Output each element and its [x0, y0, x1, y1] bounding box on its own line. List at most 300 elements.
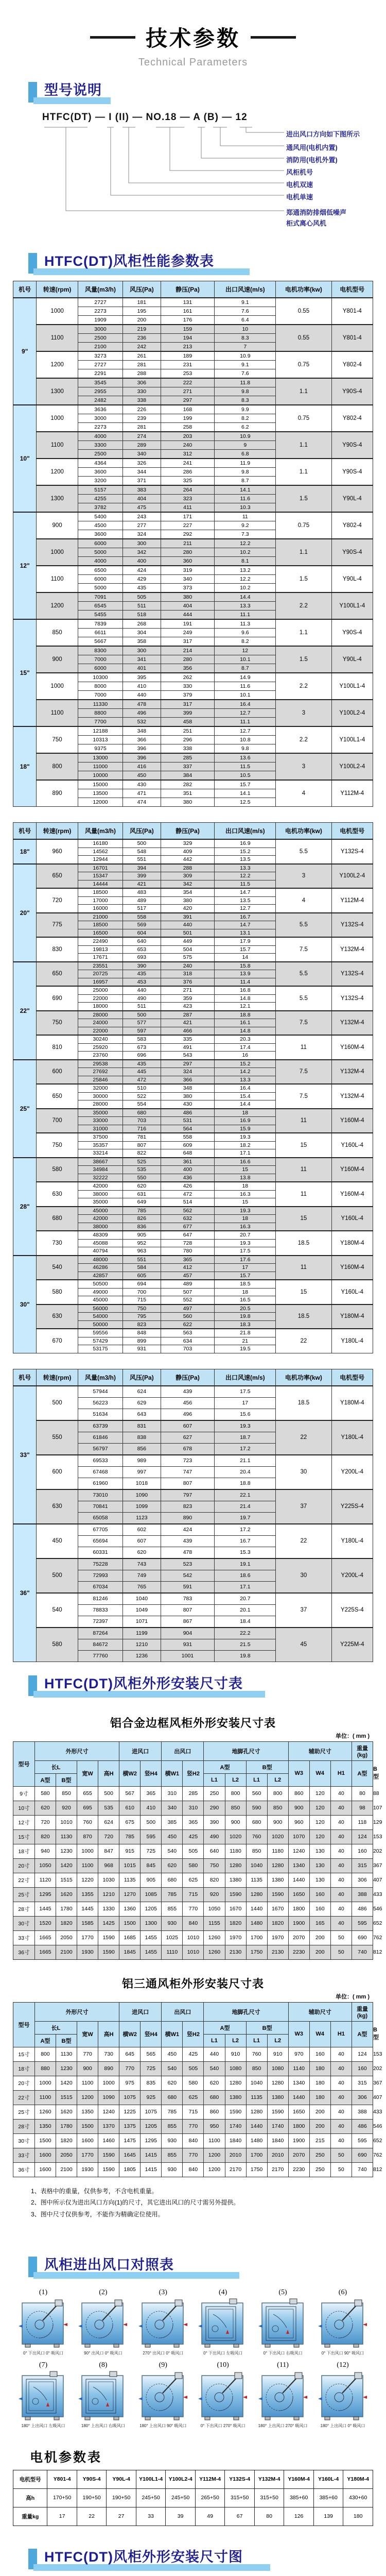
perf-outlet-velocity-cell: 20.7	[215, 1231, 276, 1239]
perf-airflow-cell: 51634	[78, 1409, 122, 1420]
io-diagram-number: (5)	[254, 2289, 312, 2297]
perf-airflow-cell: 34984	[78, 1166, 122, 1174]
perf-power-cell: 1.5	[276, 566, 331, 592]
dim-value-cell: 1475	[119, 2133, 141, 2148]
perf-data-row	[13, 753, 373, 762]
model-label-brand-line1: 郑通消防排烟低噪声	[286, 207, 346, 217]
perf-pressure-cell: 653	[123, 945, 161, 954]
perf-pressure-cell: 997	[123, 1466, 161, 1478]
note-1: 1、表格中的重量，仅供参考，不含电机重量。	[31, 2185, 386, 2197]
perf-outlet-velocity-cell: 10.9	[215, 432, 276, 441]
perf-airflow-cell: 65058	[78, 1512, 122, 1524]
perf-airflow-cell: 32000	[78, 1084, 122, 1092]
perf-static-pressure-cell: 214	[161, 646, 215, 655]
dim-value-cell: 1650	[288, 1887, 309, 1902]
io-diagram-item	[14, 2289, 72, 2356]
perf-data-row	[13, 986, 373, 994]
perf-motor-model-cell: Y112M-4	[331, 780, 373, 807]
perf-pressure-cell: 288	[123, 369, 161, 379]
perf-outlet-velocity-cell: 18.5	[215, 1280, 276, 1288]
dim-model-cell: 22寸	[13, 1873, 35, 1887]
dim-data-row	[13, 1930, 373, 1945]
dim-value-cell: 2100	[56, 1945, 77, 1959]
motor-height-value: 315+50	[254, 2488, 284, 2507]
perf-airflow-cell: 67705	[78, 1524, 122, 1536]
perf-outlet-velocity-cell: 15.8	[215, 962, 276, 970]
perf-pressure-cell: 629	[123, 1397, 161, 1409]
perf-airflow-cell: 10300	[78, 673, 122, 682]
perf-pressure-cell: 989	[123, 1455, 161, 1467]
perf-power-cell: 11	[276, 1035, 331, 1060]
perf-outlet-velocity-cell: 19.3	[215, 1239, 276, 1247]
dim-value-cell: 835	[141, 2076, 162, 2090]
perf-static-pressure-cell: 783	[161, 1593, 215, 1605]
dim-value-cell: 124	[352, 2047, 373, 2061]
perf-static-pressure-cell: 189	[161, 351, 215, 361]
perf-static-pressure-cell: 335	[161, 1035, 215, 1043]
perf-size-cell: 15"	[13, 619, 37, 726]
perf-rpm-cell: 540	[37, 1593, 78, 1628]
dim-model-cell: 18寸	[13, 2061, 35, 2076]
perf-outlet-velocity-cell: 21.8	[215, 1329, 276, 1337]
perf-static-pressure-cell: 161	[161, 307, 215, 316]
dim-value-cell: 1200	[77, 2090, 98, 2105]
section-performance	[28, 253, 386, 277]
perf-power-cell: 3	[276, 700, 331, 726]
io-diagram-caption: 0° 下出风口 90° 吸风口	[314, 2350, 372, 2356]
dim-value-cell: 950	[204, 2119, 225, 2133]
perf-static-pressure-cell: 171	[161, 512, 215, 521]
dim-value-cell: 680	[162, 2090, 183, 2105]
perf-rpm-cell: 750	[37, 1133, 78, 1158]
perf-rpm-cell: 800	[37, 753, 78, 780]
perf-pressure-cell: 300	[123, 646, 161, 655]
perf-airflow-cell: 6500	[78, 566, 122, 575]
dim-value-cell: 880	[34, 2061, 56, 2076]
perf-motor-model-cell: Y132S-4	[331, 986, 373, 1011]
perf-airflow-cell: 35000	[78, 1198, 122, 1207]
perf-airflow-cell: 12188	[78, 726, 122, 736]
dim-value-cell: 1590	[98, 2162, 119, 2177]
dim-value-cell: 385	[162, 1815, 183, 1829]
fan-cabinet-icon	[318, 2370, 368, 2422]
dim-header: 重量(kg)	[352, 2002, 373, 2021]
dim-model-cell: 28寸	[13, 2119, 35, 2133]
perf-static-pressure-cell: 227	[161, 521, 215, 530]
perf-pressure-cell: 604	[123, 929, 161, 937]
io-diagram-item	[254, 2289, 312, 2356]
perf-airflow-cell: 38000	[78, 1223, 122, 1231]
dim-value-cell: 1455	[141, 1945, 162, 1959]
perf-static-pressure-cell: 867	[161, 1616, 215, 1628]
perf-outlet-velocity-cell: 19.8	[215, 1313, 276, 1321]
perf-static-pressure-cell: 632	[161, 1215, 215, 1223]
dim-value-cell: 1800	[288, 1902, 309, 1916]
perf-airflow-cell: 6000	[78, 664, 122, 673]
dim-value-cell: 120	[309, 1801, 330, 1815]
perf-outlet-velocity-cell: 11.8	[215, 378, 276, 387]
perf-rpm-cell: 650	[37, 1084, 78, 1109]
io-diagram-item	[134, 2289, 192, 2356]
perf-pressure-cell: 496	[123, 709, 161, 718]
perf-static-pressure-cell: 391	[161, 913, 215, 921]
dim-value-cell: 625	[183, 2090, 204, 2105]
perf-power-cell: 22	[276, 1524, 331, 1558]
dim-value-cell: 590	[246, 1801, 267, 1815]
dim-value-cell: 1440	[246, 2119, 267, 2133]
perf-pressure-cell: 583	[123, 1035, 161, 1043]
perf-pressure-cell: 716	[123, 1125, 161, 1133]
dim-value-cell: 1180	[225, 1844, 246, 1858]
dim-data-row	[13, 1945, 373, 1959]
perf-outlet-velocity-cell: 19.3	[215, 1420, 276, 1432]
perf-static-pressure-cell: 318	[161, 970, 215, 978]
perf-motor-model-cell: Y90S-4	[331, 432, 373, 459]
perf-static-pressure-cell: 648	[161, 1149, 215, 1158]
perf-static-pressure-cell: 194	[161, 334, 215, 343]
perf-static-pressure-cell: 497	[161, 1304, 215, 1313]
dim-data-row	[13, 2105, 373, 2119]
perf-power-cell: 0.75	[276, 405, 331, 432]
model-label-fire: 消防用(电机外置)	[286, 155, 338, 164]
perf-rpm-cell: 960	[37, 839, 78, 864]
perf-rpm-cell: 650	[37, 864, 78, 889]
perf-rpm-cell: 810	[37, 1035, 78, 1060]
io-diagram-number: (7)	[14, 2361, 72, 2369]
perf-pressure-cell: 511	[123, 602, 161, 611]
perf-power-cell: 0.75	[276, 512, 331, 539]
perf-pressure-cell: 281	[123, 361, 161, 369]
perf-outlet-velocity-cell: 19.7	[215, 1512, 276, 1524]
perf-outlet-velocity-cell: 11.5	[215, 762, 276, 771]
io-diagram-caption: 0° 下出风口 270° 吸风口	[194, 2423, 252, 2429]
dim-value-cell: 486	[352, 2119, 373, 2133]
perf-rpm-cell: 1200	[37, 592, 78, 619]
perf-pressure-cell: 522	[123, 1092, 161, 1100]
perf-data-row	[13, 1489, 373, 1501]
dim-header: 横W1	[162, 2021, 183, 2047]
perf-motor-model-cell: Y100L1-4	[331, 726, 373, 753]
dim-data-row	[13, 1801, 373, 1815]
motor-model: Y180M-4	[343, 2470, 373, 2488]
perf-rpm-cell: 600	[37, 1455, 78, 1489]
perf-outlet-velocity-cell: 13.3	[215, 864, 276, 872]
dim-value-cell: 645	[119, 2047, 141, 2061]
perf-pressure-cell: 239	[123, 414, 161, 423]
perf-airflow-cell: 18500	[78, 888, 122, 896]
dim-value-cell: 740	[352, 1945, 373, 1959]
dim-value-cell: 1590	[98, 1945, 119, 1959]
dim-value-cell: 1590	[98, 2148, 119, 2162]
dim-value-cell: 1280	[246, 1887, 267, 1902]
perf-motor-model-cell: Y90L-4	[331, 566, 373, 592]
perf-outlet-velocity-cell: 21.1	[215, 1455, 276, 1467]
perf-outlet-velocity-cell: 7.3	[215, 530, 276, 539]
perf-data-row	[13, 864, 373, 872]
perf-power-cell: 2.2	[276, 673, 331, 700]
perf-static-pressure-cell: 285	[161, 753, 215, 762]
perf-airflow-cell: 2273	[78, 423, 122, 432]
dim-value-cell: 1240	[288, 1844, 309, 1858]
dim-value-cell: 1515	[56, 2090, 77, 2105]
dim-value-cell: 486	[352, 1902, 373, 1916]
motor-weight-value: 67	[225, 2507, 255, 2526]
dim-value-cell: 1280	[225, 2076, 246, 2090]
fan-cabinet-icon	[318, 2298, 368, 2349]
perf-data-row	[13, 962, 373, 970]
dim-value-cell: 855	[162, 1902, 183, 1916]
perf-static-pressure-cell: 440	[161, 921, 215, 929]
perf-static-pressure-cell: 365	[161, 1256, 215, 1264]
dim-value-cell: 40	[330, 2090, 352, 2105]
perf-outlet-velocity-cell: 13.6	[215, 753, 276, 762]
perf-power-cell: 22	[276, 1420, 331, 1455]
dim-value-cell: 1295	[141, 2133, 162, 2148]
dim-value-cell: 1140	[288, 2061, 309, 2076]
perf-static-pressure-cell: 359	[161, 994, 215, 1003]
perf-airflow-cell: 67034	[78, 1581, 122, 1593]
perf-airflow-cell: 50000	[78, 1320, 122, 1329]
dim-value-cell: 365	[141, 1786, 162, 1801]
perf-power-cell: 11	[276, 1256, 331, 1280]
perf-outlet-velocity-cell: 6.4	[215, 316, 276, 325]
perf-airflow-cell: 40794	[78, 1247, 122, 1256]
perf-airflow-cell: 70841	[78, 1501, 122, 1512]
io-diagram-caption: 180° 上出风口 右吸风口	[74, 2423, 132, 2429]
dim-value-cell: 40	[330, 1887, 352, 1902]
perf-static-pressure-cell: 354	[161, 888, 215, 896]
perf-outlet-velocity-cell: 12.2	[215, 575, 276, 584]
perf-airflow-cell: 3600	[78, 530, 122, 539]
perf-rpm-cell: 1300	[37, 485, 78, 512]
perf-airflow-cell: 81246	[78, 1593, 122, 1605]
perf-data-row	[13, 913, 373, 921]
perf-outlet-velocity-cell: 6.8	[215, 450, 276, 459]
perf-pressure-cell: 605	[123, 1272, 161, 1280]
dim-value-cell: 1445	[77, 1902, 98, 1916]
perf-airflow-cell: 25846	[78, 1076, 122, 1084]
perf-outlet-velocity-cell: 13.3	[215, 1076, 276, 1084]
perf-power-cell: 18.5	[276, 1304, 331, 1329]
motor-weight-value: 17	[47, 2507, 77, 2526]
perf-pressure-cell: 400	[123, 557, 161, 566]
dim-header: 宽W	[77, 2021, 98, 2047]
perf-airflow-cell: 22000	[78, 1027, 122, 1035]
perf-rpm-cell: 1200	[37, 351, 78, 378]
perf-static-pressure-cell: 564	[161, 1125, 215, 1133]
dim-value-cell: 690	[352, 1930, 373, 1945]
motor-weight-label: 重量kg	[13, 2507, 47, 2526]
dim-value-cell: 1135	[246, 1873, 267, 1887]
perf-static-pressure-cell: 348	[161, 1084, 215, 1092]
perf-outlet-velocity-cell: 11	[215, 512, 276, 521]
dim-value-cell: 1270	[119, 1887, 141, 1902]
perf-header-row	[13, 281, 373, 298]
perf-rpm-cell: 580	[37, 1628, 78, 1662]
perf-rpm-cell: 1100	[37, 432, 78, 459]
perf-rpm-cell: 580	[37, 1280, 78, 1304]
perf-motor-model-cell: Y801-4	[331, 298, 373, 325]
perf-pressure-cell: 268	[123, 619, 161, 629]
perf-data-row	[13, 619, 373, 629]
dim-header: 横W2	[119, 1760, 141, 1786]
io-diagram-number: (10)	[194, 2361, 252, 2369]
dim-value-cell: 1820	[225, 1916, 246, 1930]
perf-outlet-velocity-cell: 11.6	[215, 495, 276, 503]
perf-outlet-velocity-cell: 20.3	[215, 1035, 276, 1043]
dim-value-cell: 910	[225, 2047, 246, 2061]
perf-motor-model-cell: Y225M-4	[331, 1628, 373, 1662]
perf-outlet-velocity-cell: 12	[215, 646, 276, 655]
dim-value-cell: 1820	[56, 2133, 77, 2148]
perf-airflow-cell: 2291	[78, 369, 122, 379]
perf-outlet-velocity-cell: 16.7	[215, 913, 276, 921]
perf-pressure-cell: 535	[123, 1166, 161, 1174]
perf-data-row	[13, 1329, 373, 1337]
dim-value-cell: 1650	[288, 2105, 309, 2119]
perf-outlet-velocity-cell: 14.1	[215, 485, 276, 495]
dim-value-cell: 1380	[225, 1873, 246, 1887]
perf-outlet-velocity-cell: 16.5	[215, 1296, 276, 1304]
dim-model-cell: 10寸	[13, 1801, 35, 1815]
perf-airflow-cell: 18500	[78, 921, 122, 929]
perf-size-cell: 12"	[13, 512, 37, 619]
perf-static-pressure-cell: 168	[161, 405, 215, 414]
perf-pressure-cell: 450	[123, 771, 161, 781]
dim-value-cell: 40	[330, 1873, 352, 1887]
perf-power-cell: 2.2	[276, 726, 331, 753]
perf-motor-model-cell: Y160M-4	[331, 1035, 373, 1060]
dim-data-row	[13, 1902, 373, 1916]
perf-outlet-velocity-cell: 11.1	[215, 718, 276, 727]
perf-power-cell: 0.55	[276, 325, 331, 351]
perf-motor-model-cell: Y801-4	[331, 325, 373, 351]
dim-value-cell: 500	[141, 1815, 162, 1829]
dim-header: A型	[204, 1760, 246, 1773]
perf-power-cell: 15	[276, 1207, 331, 1231]
perf-airflow-cell: 21000	[78, 913, 122, 921]
perf-airflow-cell: 12944	[78, 856, 122, 864]
dim-value-cell: 120	[309, 1815, 330, 1829]
perf-data-row	[13, 566, 373, 575]
perf-pressure-cell: 602	[123, 1524, 161, 1536]
perf-airflow-cell: 42857	[78, 1272, 122, 1280]
motor-model: Y90L-4	[107, 2470, 136, 2488]
dim-value-cell: 1820	[56, 1916, 77, 1930]
perf-static-pressure-cell: 241	[161, 459, 215, 468]
perf-outlet-velocity-cell: 19.3	[215, 1133, 276, 1141]
perf-pressure-cell: 383	[123, 485, 161, 495]
perf-airflow-cell: 23760	[78, 1052, 122, 1060]
perf-pressure-cell: 696	[123, 1052, 161, 1060]
dim-model-cell: 30寸	[13, 2133, 35, 2148]
perf-static-pressure-cell: 340	[161, 575, 215, 584]
perf-rpm-cell: 690	[37, 986, 78, 1011]
perf-outlet-velocity-cell: 18	[215, 1109, 276, 1117]
perf-column-header: 电机功率(kw)	[276, 1369, 331, 1386]
dim-model-cell: 25寸	[13, 2105, 35, 2119]
perf-outlet-velocity-cell: 18.8	[215, 1478, 276, 1489]
perf-outlet-velocity-cell: 8.7	[215, 477, 276, 486]
perf-pressure-cell: 532	[123, 718, 161, 727]
perf-static-pressure-cell: 297	[161, 396, 215, 405]
perf-outlet-velocity-cell: 16.4	[215, 700, 276, 709]
perf-size-cell: 18"	[13, 726, 37, 807]
perf-header-row	[13, 823, 373, 840]
model-code: HTFC(DT) — I (II) — NO.18 — A (B) — 12	[42, 112, 248, 123]
dim-value-cell: 1670	[267, 1902, 288, 1916]
dim-value-cell: 845	[141, 1858, 162, 1873]
dim-header: A型	[204, 2021, 246, 2034]
perf-airflow-cell: 56223	[78, 1397, 122, 1409]
perf-outlet-velocity-cell: 16.9	[215, 1117, 276, 1125]
fan-cabinet-icon	[18, 2370, 68, 2422]
perf-pressure-cell: 1210	[123, 1639, 161, 1650]
dim-value-cell: 1750	[246, 2162, 267, 2177]
perf-motor-model-cell: Y180M-4	[331, 1304, 373, 1329]
dim-value-cell: 310	[183, 1801, 204, 1815]
dim-value-cell: 1200	[204, 2148, 225, 2162]
perf-static-pressure-cell: 288	[161, 864, 215, 872]
dim-value-cell: 1820	[267, 1916, 288, 1930]
perf-airflow-cell: 7839	[78, 619, 122, 629]
dim-header: 进风口	[119, 2002, 162, 2021]
perf-outlet-velocity-cell: 16.4	[215, 1084, 276, 1092]
dim-value-cell: 850	[225, 1801, 246, 1815]
perf-data-row	[13, 1133, 373, 1141]
perf-header-row	[13, 1369, 373, 1386]
perf-static-pressure-cell: 240	[161, 962, 215, 970]
dim-header: L1	[246, 1773, 267, 1786]
perf-outlet-velocity-cell: 7	[215, 343, 276, 352]
perf-static-pressure-cell: 496	[161, 1409, 215, 1420]
perf-airflow-cell: 57429	[78, 1337, 122, 1345]
perf-outlet-velocity-cell: 11.6	[215, 682, 276, 691]
perf-power-cell: 11	[276, 1182, 331, 1207]
perf-outlet-velocity-cell: 10.2	[215, 548, 276, 557]
dim-value-cell: 595	[352, 1916, 373, 1930]
io-diagram-caption: 180° 上出风口 270° 吸风口	[254, 2423, 312, 2429]
perf-power-cell: 1.5	[276, 485, 331, 512]
dim-value-cell: 620	[34, 1801, 56, 1815]
io-diagram-number: (9)	[134, 2361, 192, 2369]
perf-rpm-cell: 500	[37, 1386, 78, 1420]
dim-value-cell: 1110	[162, 1945, 183, 1959]
section-title: 型号说明	[44, 82, 102, 98]
dim-header: L1	[204, 1773, 225, 1786]
perf-data-row	[13, 1207, 373, 1215]
perf-pressure-cell: 785	[123, 1207, 161, 1215]
perf-pressure-cell: 1123	[123, 1512, 161, 1524]
perf-outlet-velocity-cell: 21.4	[215, 1501, 276, 1512]
dim-header: W4	[309, 1760, 330, 1786]
perf-pressure-cell: 472	[123, 1076, 161, 1084]
perf-data-row	[13, 646, 373, 655]
perf-static-pressure-cell: 1001	[161, 1650, 215, 1662]
motor-weight-value: 33	[136, 2507, 166, 2526]
perf-data-row	[13, 1035, 373, 1043]
perf-pressure-cell: 500	[123, 1011, 161, 1019]
perf-outlet-velocity-cell: 22.1	[215, 1489, 276, 1501]
perf-size-cell: 33"	[13, 1386, 37, 1524]
perf-data-row	[13, 325, 373, 334]
perf-data-row	[13, 888, 373, 896]
dim-value-cell: 2230	[288, 1945, 309, 1959]
dim-model-cell: 20寸	[13, 2076, 35, 2090]
io-diagram-item	[74, 2361, 132, 2429]
motor-model: Y160M-4	[284, 2470, 314, 2488]
dim-model-cell: 36寸	[13, 1945, 35, 1959]
